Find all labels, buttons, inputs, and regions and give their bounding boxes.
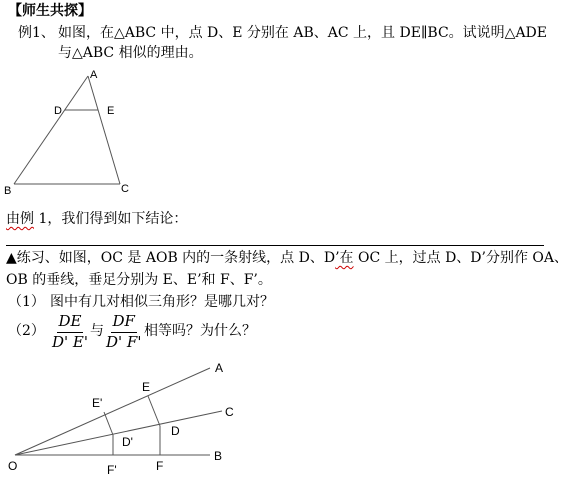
label-f: F xyxy=(156,459,164,473)
question2-tail: 相等吗？为什么？ xyxy=(144,323,256,339)
label-d: D xyxy=(54,105,62,117)
fraction-de-over-de-prime xyxy=(52,313,88,351)
label-c2: C xyxy=(225,405,234,419)
fraction2-denominator: D' F' xyxy=(106,333,142,351)
exercise-line1-c: OC 上，过点 D、D’分别作 OA、 xyxy=(353,250,568,266)
label-e2: E xyxy=(142,380,151,394)
segment-ab xyxy=(14,76,88,184)
example-text-line1: 如图，在△ABC 中，点 D、E 分别在 AB、AC 上，且 DE∥BC。试说明△ADE xyxy=(58,25,547,41)
fraction-df-over-df-prime xyxy=(106,313,141,351)
label-eprime: E' xyxy=(92,396,103,410)
triangle-figure xyxy=(0,62,150,200)
conclusion-squiggle: 由例 xyxy=(6,211,34,227)
label-a2: A xyxy=(215,361,224,375)
segment-d-e xyxy=(148,396,160,426)
question2-mid: 与 xyxy=(90,323,104,339)
label-dprime: D' xyxy=(122,435,133,449)
fraction1-denominator: D' E' xyxy=(52,333,88,351)
conclusion-rest: 1，我们得到如下结论： xyxy=(34,211,188,227)
ray-oc xyxy=(15,411,222,455)
label-e: E xyxy=(107,105,115,117)
exercise-line1-a: ▲练习、如图，OC 是 AOB 内的一条射线，点 D、D xyxy=(6,250,336,266)
question1-text: 图中有几对相似三角形？是哪几对？ xyxy=(50,294,274,310)
label-b: B xyxy=(4,185,12,197)
label-b2: B xyxy=(214,449,223,463)
label-d2: D xyxy=(171,424,180,438)
segment-ac xyxy=(88,76,120,184)
exercise-line2: OB 的垂线，垂足分别为 E、E’和 F、F’。 xyxy=(6,272,272,288)
label-o: O xyxy=(8,459,18,473)
question1-label: （1） xyxy=(8,294,45,310)
example-label: 例1、 xyxy=(18,25,55,41)
label-c: C xyxy=(121,183,129,195)
fraction2-numerator: DF xyxy=(111,313,137,333)
label-a: A xyxy=(90,69,98,81)
fraction1-numerator: DE xyxy=(57,313,84,333)
section-title: 【师生共探】 xyxy=(8,3,92,19)
exercise-line1-squiggle: ’在 xyxy=(335,250,354,266)
label-fprime: F' xyxy=(107,463,117,477)
divider-line xyxy=(6,245,544,246)
conclusion-text xyxy=(6,210,187,228)
exercise-line1 xyxy=(6,249,568,267)
question2-label: （2） xyxy=(8,323,45,339)
example-text-line2: 与△ABC 相似的理由。 xyxy=(58,45,203,61)
rays-figure xyxy=(0,360,250,485)
segment-dprime-eprime xyxy=(104,412,113,435)
